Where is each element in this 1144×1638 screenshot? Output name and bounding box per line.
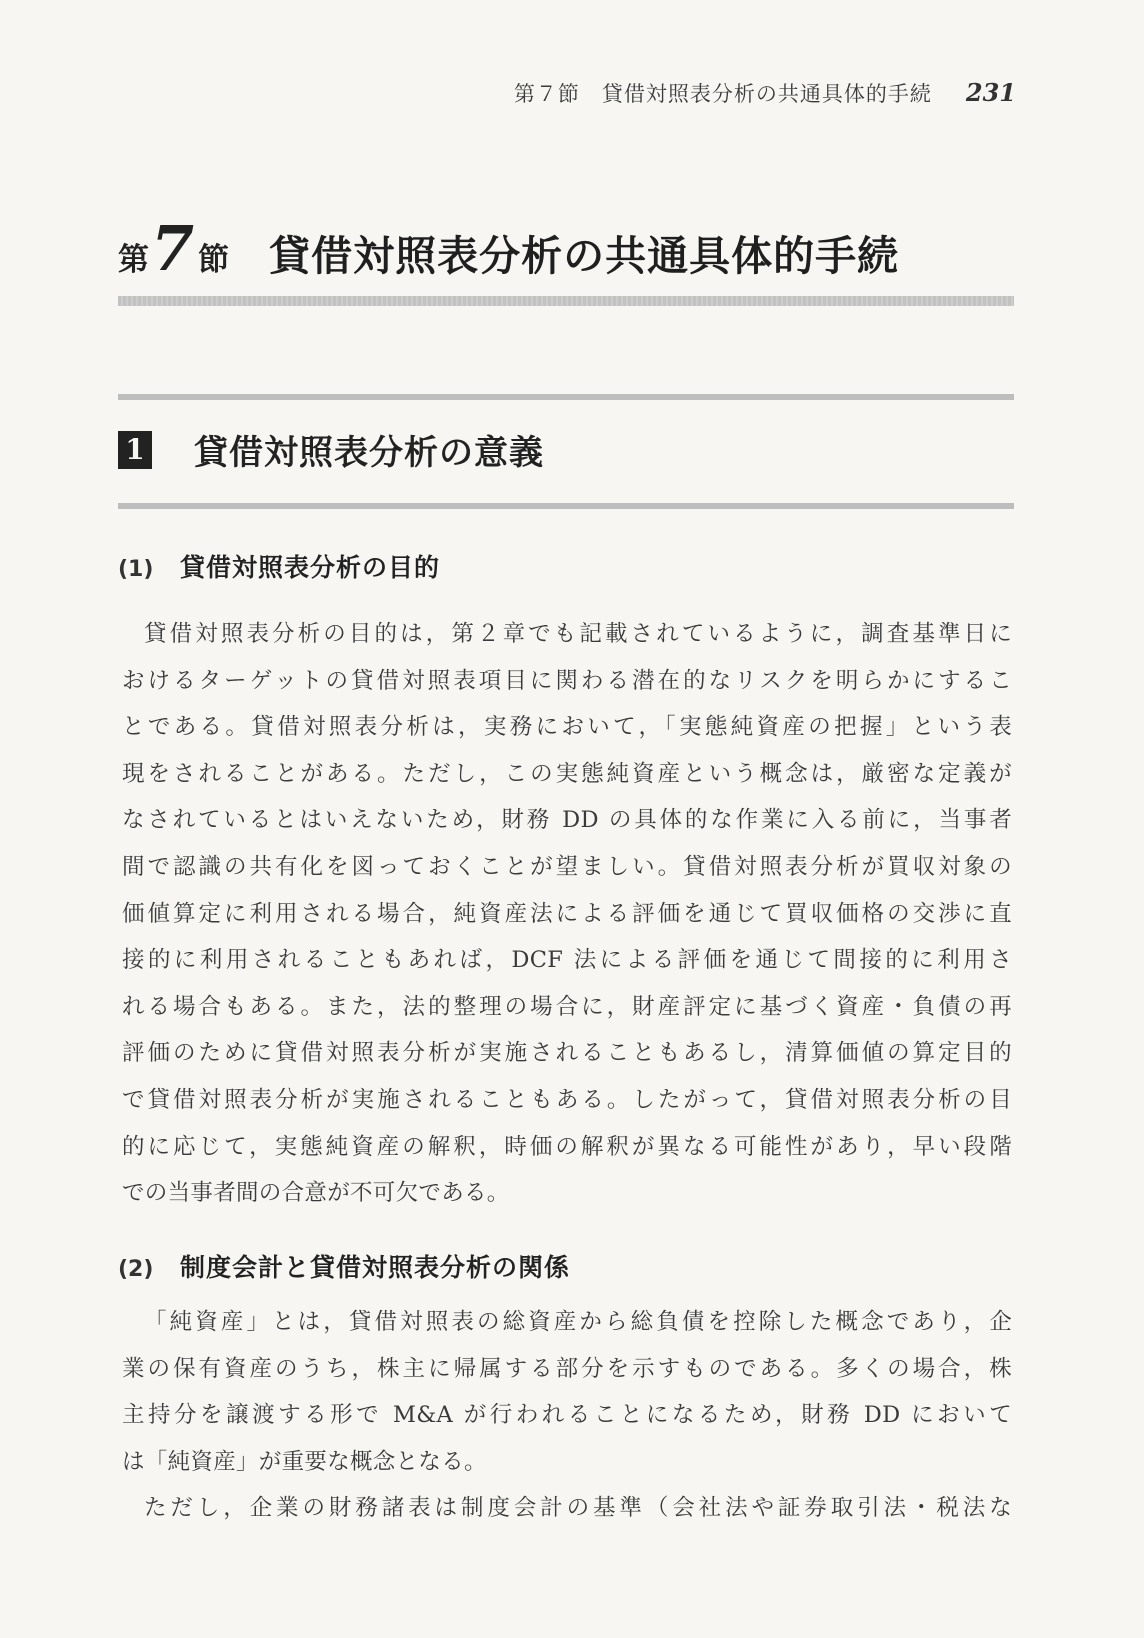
section-heading	[118, 212, 1014, 285]
paragraph-1	[122, 611, 1012, 1217]
section-divider	[118, 296, 1014, 306]
paragraph-2	[122, 1299, 1012, 1532]
paragraph-line: は「純資産」が重要な概念となる。	[122, 1448, 487, 1475]
paragraph-line: 業の保有資産のうち，株主に帰属する部分を示すものである。多くの場合，株	[122, 1355, 1012, 1382]
subsection-title: 貸借対照表分析の意義	[194, 433, 544, 473]
subsection-heading	[118, 425, 544, 474]
paragraph-line: れる場合もある。また，法的整理の場合に，財産評定に基づく資産・負債の再	[122, 993, 1012, 1020]
paragraph-line: 間で認識の共有化を図っておくことが望ましい。貸借対照表分析が買収対象の	[122, 853, 1012, 880]
paragraph-line: なされているとはいえないため，財務 DD の具体的な作業に入る前に，当事者	[122, 807, 1012, 834]
paragraph-line: おけるターゲットの貸借対照表項目に関わる潜在的なリスクを明らかにするこ	[122, 667, 1012, 694]
section-prefix: 第	[118, 242, 149, 278]
running-header-title: 第７節 貸借対照表分析の共通具体的手続	[513, 82, 932, 106]
item-number: (2)	[118, 1257, 154, 1282]
item-title: 制度会計と貸借対照表分析の関係	[180, 1253, 571, 1282]
paragraph-line: ただし，企業の財務諸表は制度会計の基準（会社法や証券取引法・税法な	[144, 1495, 1012, 1522]
section-number: 7	[151, 212, 195, 285]
paragraph-line: 主持分を譲渡する形で M&A が行われることになるため，財務 DD において	[122, 1402, 1012, 1429]
item-title: 貸借対照表分析の目的	[180, 553, 441, 582]
paragraph-line: 接的に利用されることもあれば，DCF 法による評価を通じて間接的に利用さ	[122, 947, 1012, 974]
paragraph-line: 現をされることがある。ただし，この実態純資産という概念は，厳密な定義が	[122, 760, 1012, 787]
paragraph-line: 価値算定に利用される場合，純資産法による評価を通じて買収価格の交渉に直	[122, 900, 1012, 927]
paragraph-line: 貸借対照表分析の目的は，第２章でも記載されているように，調査基準日に	[144, 621, 1012, 647]
subsection-top-rule	[118, 394, 1014, 400]
page-number: 231	[965, 78, 1016, 107]
paragraph-line: とである。貸借対照表分析は，実務において，「実態純資産の把握」という表	[122, 714, 1012, 741]
subsection-number-badge: 1	[118, 431, 152, 469]
paragraph-line: 的に応じて，実態純資産の解釈，時価の解釈が異なる可能性があり，早い段階	[122, 1133, 1012, 1160]
item-heading-2	[118, 1248, 570, 1284]
paragraph-line: 「純資産」とは，貸借対照表の総資産から総負債を控除した概念であり，企	[144, 1309, 1012, 1335]
item-heading-1	[118, 548, 440, 584]
section-title: 貸借対照表分析の共通具体的手続	[269, 232, 900, 280]
running-header	[514, 78, 1016, 108]
paragraph-line: で貸借対照表分析が実施されることもある。したがって，貸借対照表分析の目	[122, 1086, 1012, 1113]
paragraph-line: 評価のために貸借対照表分析が実施されることもあるし，清算価値の算定目的	[122, 1040, 1012, 1067]
paragraph-line: での当事者間の合意が不可欠である。	[122, 1180, 510, 1207]
section-suffix: 節	[198, 242, 230, 278]
item-number: (1)	[118, 557, 154, 582]
subsection-bottom-rule	[118, 503, 1014, 509]
